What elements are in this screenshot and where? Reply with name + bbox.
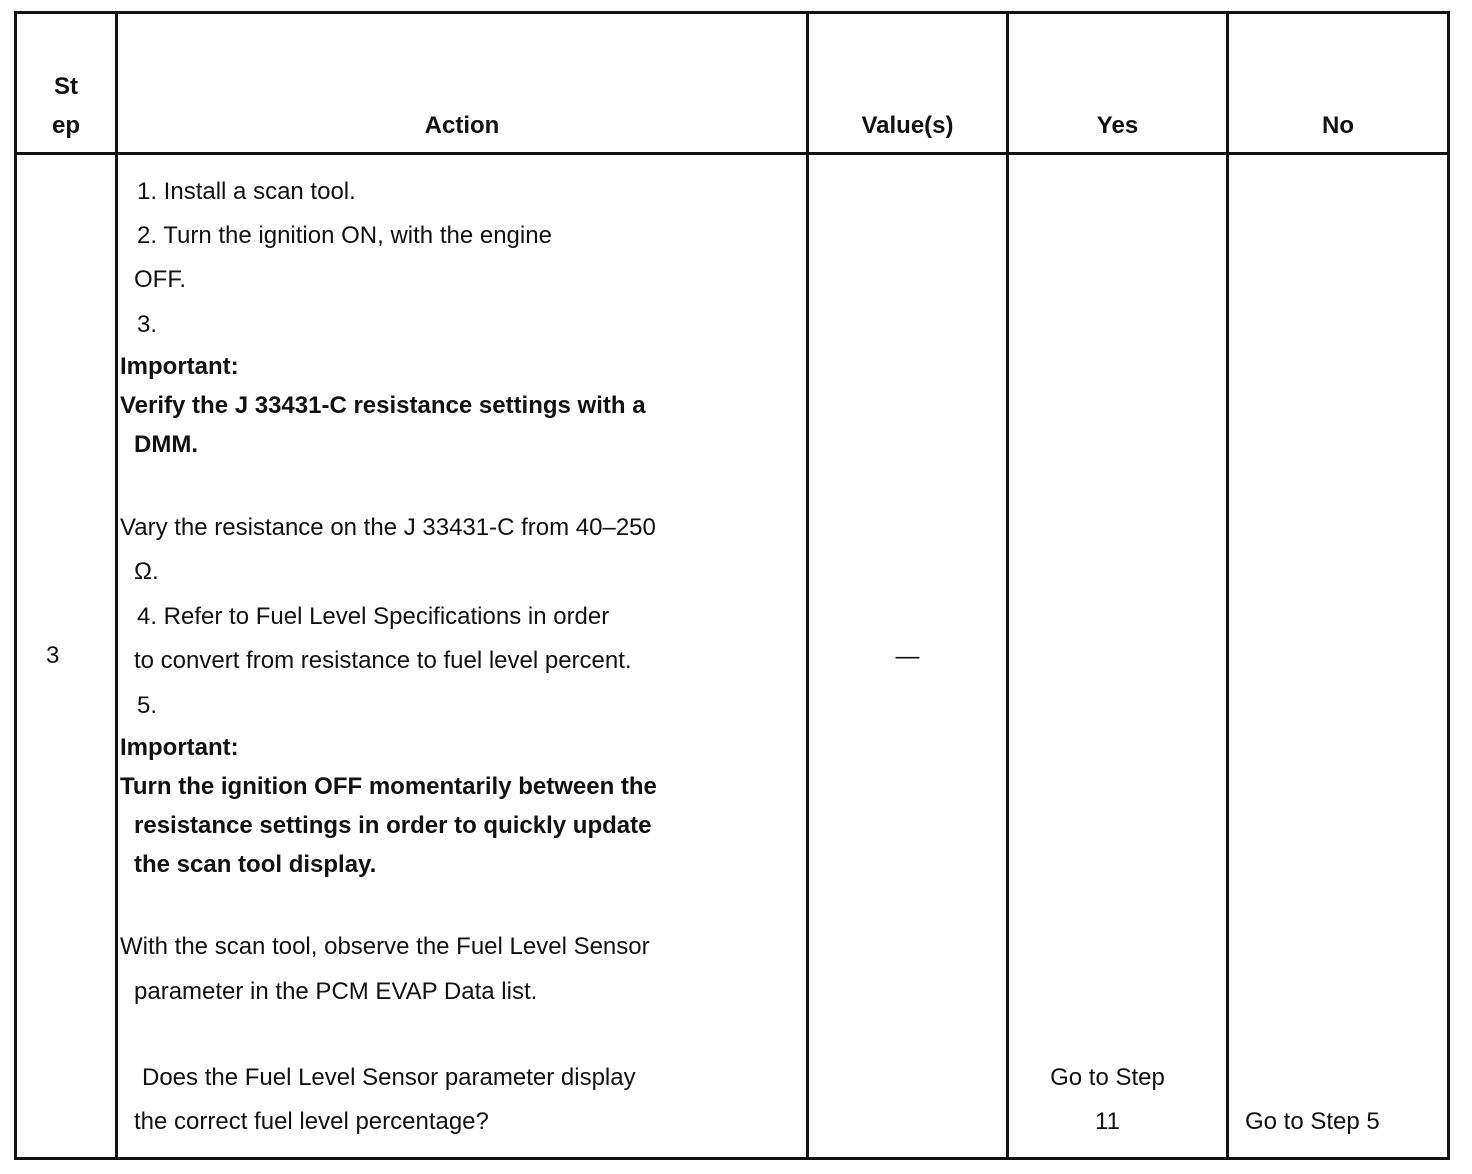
- important-text-2: Turn the ignition OFF momentarily between the: [120, 773, 657, 800]
- col-divider-yes: [1226, 11, 1229, 1160]
- action-observe: With the scan tool, observe the Fuel Level Sensor: [120, 933, 650, 960]
- important-label-1: Important:: [120, 353, 239, 380]
- important-label-2: Important:: [120, 734, 239, 761]
- table-left-border: [14, 11, 17, 1160]
- important-text-1-cont: DMM.: [134, 431, 198, 458]
- col-divider-values: [1006, 11, 1009, 1160]
- action-question: Does the Fuel Level Sensor parameter display: [142, 1064, 636, 1091]
- action-item-4-cont: to convert from resistance to fuel level percent.: [134, 647, 632, 674]
- action-question-cont: the correct fuel level percentage?: [134, 1108, 489, 1135]
- yes-cell-line2: 11: [1095, 1108, 1120, 1135]
- col-divider-action: [806, 11, 809, 1160]
- table-bottom-border: [14, 1157, 1450, 1160]
- table-right-border: [1447, 11, 1450, 1160]
- header-step: [17, 75, 115, 138]
- action-observe-cont: parameter in the PCM EVAP Data list.: [134, 978, 538, 1005]
- important-text-2-cont1: resistance settings in order to quickly update: [134, 812, 652, 839]
- header-step-line2: ep: [51, 112, 80, 139]
- header-step-line1: St: [54, 73, 78, 100]
- header-no: No: [1322, 112, 1354, 139]
- header-action: Action: [424, 112, 500, 139]
- step-number: 3: [46, 642, 60, 669]
- important-text-1: Verify the J 33431-C resistance settings with a: [120, 392, 646, 419]
- header-divider: [14, 152, 1450, 155]
- action-item-4: 4. Refer to Fuel Level Specifications in order: [137, 603, 610, 630]
- no-cell: Go to Step 5: [1245, 1108, 1380, 1135]
- header-yes: Yes: [1096, 112, 1139, 139]
- action-vary-resistance: Vary the resistance on the J 33431-C from 40–250: [120, 514, 656, 541]
- col-divider-step: [115, 11, 118, 1160]
- action-item-2: 2. Turn the ignition ON, with the engine: [137, 222, 552, 249]
- action-item-1: 1. Install a scan tool.: [137, 178, 356, 205]
- action-item-5: 5.: [137, 692, 158, 719]
- action-item-3: 3.: [137, 311, 158, 338]
- important-text-2-cont2: the scan tool display.: [134, 851, 377, 878]
- values-cell: —: [895, 643, 920, 670]
- yes-cell-line1: Go to Step: [1050, 1064, 1165, 1091]
- action-item-2-cont: OFF.: [134, 266, 186, 293]
- header-values: Value(s): [861, 112, 954, 139]
- table-top-border: [14, 11, 1450, 14]
- action-vary-resistance-cont: Ω.: [134, 558, 159, 585]
